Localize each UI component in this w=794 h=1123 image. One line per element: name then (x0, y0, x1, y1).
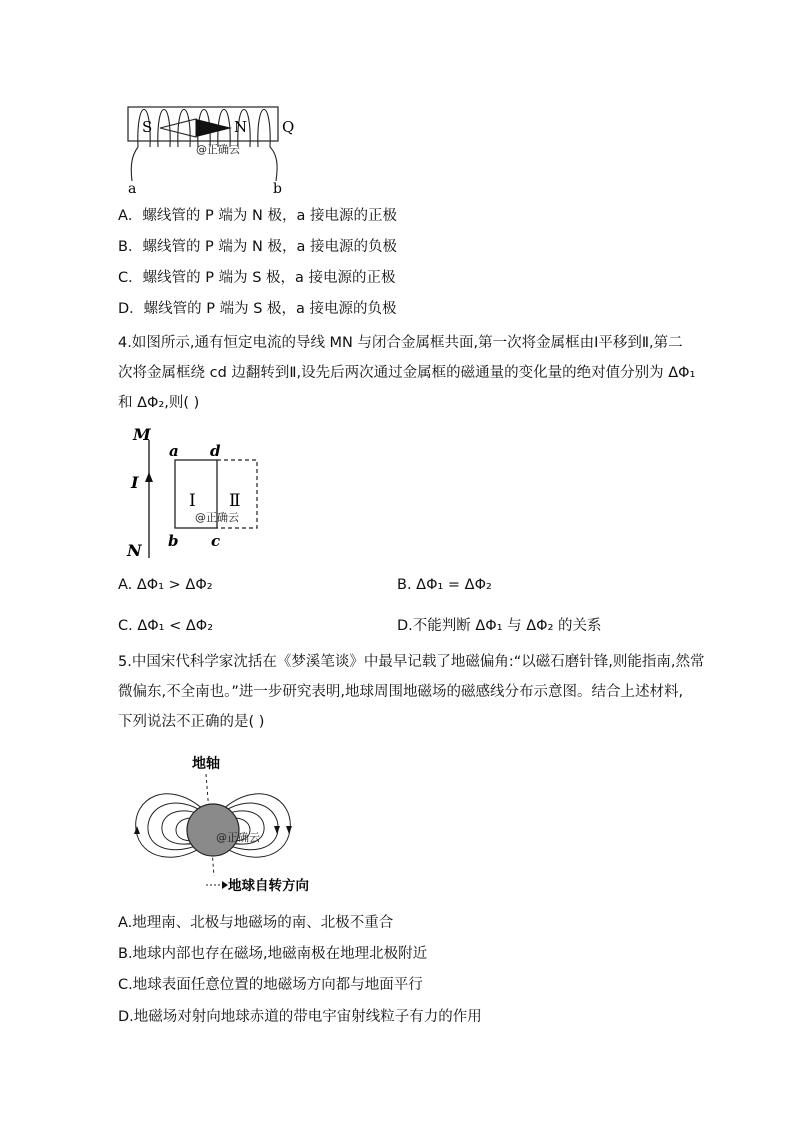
label-d: d (210, 442, 221, 460)
label-c: c (211, 532, 221, 550)
earth-magnetic-field-figure (128, 748, 338, 898)
q5-stem-line-1: 5.中国宋代科学家沈括在《梦溪笔谈》中最早记载了地磁偏角:“以磁石磨针锋,则能指南,然常 (118, 654, 705, 670)
end-q-label: Q (282, 118, 295, 136)
q5-option-d: D.地磁场对射向地球赤道的带电宇宙射线粒子有力的作用 (118, 1009, 482, 1025)
q3-option-d: D．螺线管的 P 端为 S 极，a 接电源的负极 (118, 301, 397, 317)
q3-option-c: C．螺线管的 P 端为 S 极，a 接电源的正极 (118, 270, 396, 286)
axis-label: 地轴 (192, 756, 220, 772)
q5-option-b: B.地球内部也存在磁场,地磁南极在地理北极附近 (118, 946, 428, 962)
label-b: b (168, 532, 179, 550)
pole-s-label: S (142, 118, 153, 136)
terminal-b-label: b (273, 181, 282, 197)
label-i: I (131, 473, 139, 492)
rotation-label: 地球自转方向 (228, 878, 309, 894)
watermark: @正确云 (196, 143, 240, 156)
region-1-label: Ⅰ (189, 491, 196, 511)
q4-option-c: C. ΔΦ₁ < ΔΦ₂ (118, 618, 214, 634)
q3-option-b: B．螺线管的 P 端为 N 极，a 接电源的负极 (118, 239, 397, 255)
label-a: a (169, 442, 179, 460)
q4-stem-line-2: 次将金属框绕 cd 边翻转到Ⅱ,设先后两次通过金属框的磁通量的变化量的绝对值分别为 ΔΦ₁ (118, 365, 696, 381)
q5-stem-line-3: 下列说法不正确的是( ) (118, 714, 265, 730)
needle-north-half (196, 119, 232, 137)
watermark: @正确云 (195, 511, 239, 524)
q5-option-a: A.地理南、北极与地磁场的南、北极不重合 (118, 915, 394, 931)
q4-stem-line-3: 和 ΔΦ₂,则( ) (118, 395, 200, 411)
label-n: N (127, 541, 142, 560)
earth-globe (187, 804, 239, 856)
watermark: @正确云 (216, 831, 260, 844)
q4-stem-line-1: 4.如图所示,通有恒定电流的导线 MN 与闭合金属框共面,第一次将金属框由Ⅰ平移到Ⅱ,第二 (118, 335, 683, 351)
region-2-label: Ⅱ (229, 491, 241, 511)
current-arrow (145, 472, 153, 482)
solenoid-figure (110, 95, 320, 200)
q4-option-d: D.不能判断 ΔΦ₁ 与 ΔΦ₂ 的关系 (397, 618, 602, 634)
q3-option-a: A．螺线管的 P 端为 N 极，a 接电源的正极 (118, 208, 397, 224)
q5-option-c: C.地球表面任意位置的地磁场方向都与地面平行 (118, 977, 423, 993)
terminal-a-label: a (128, 181, 137, 197)
label-m: M (133, 425, 151, 444)
q5-stem-line-2: 微偏东,不全南也。”进一步研究表明,地球周围地磁场的磁感线分布示意图。结合上述材料, (118, 684, 684, 700)
q4-option-a: A. ΔΦ₁ > ΔΦ₂ (118, 577, 213, 593)
wire-frame-figure (125, 420, 275, 565)
q4-option-b: B. ΔΦ₁ = ΔΦ₂ (397, 577, 492, 593)
pole-n-label: N (234, 118, 248, 136)
